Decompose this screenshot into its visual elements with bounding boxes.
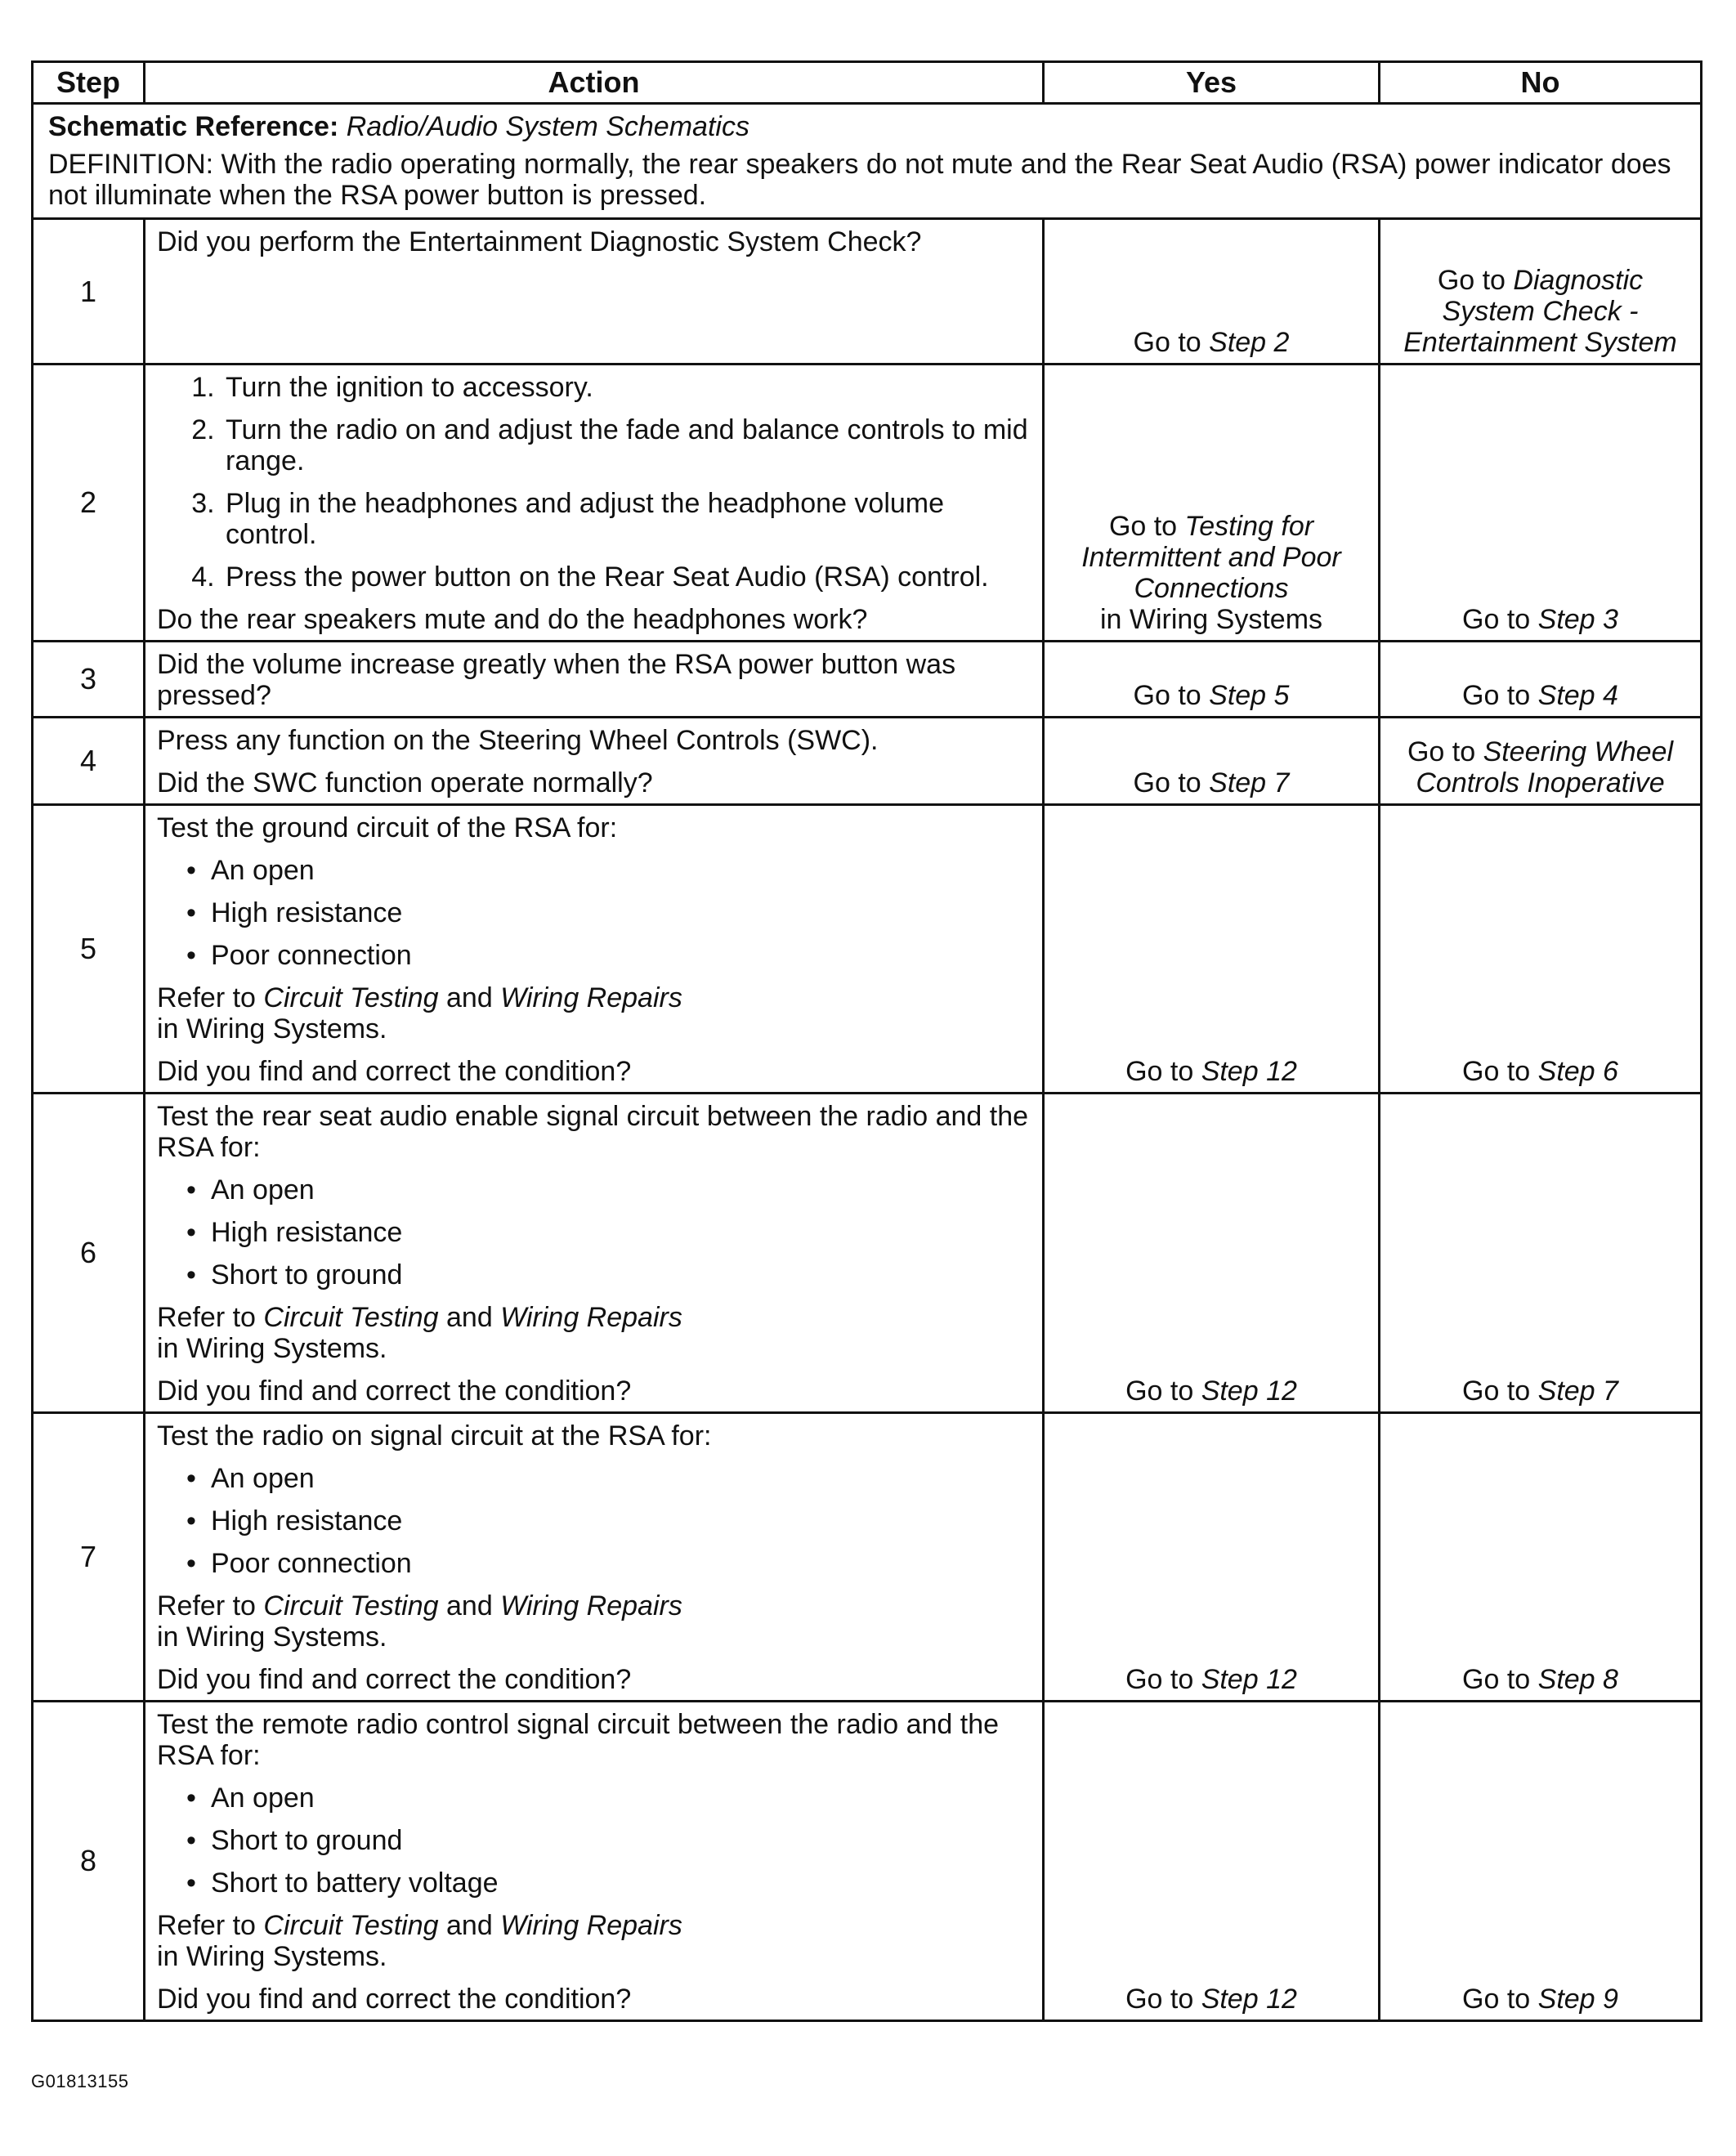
header-action: Action <box>145 62 1044 104</box>
step-number: 7 <box>33 1413 145 1702</box>
step-number: 8 <box>33 1702 145 2021</box>
no-prefix: Go to <box>1462 680 1538 711</box>
bullet-list <box>157 1463 1031 1579</box>
list-item: • An open <box>211 1463 1031 1494</box>
schematic-reference-link[interactable]: Radio/Audio System Schematics <box>346 111 749 142</box>
no-prefix: Go to <box>1462 604 1538 635</box>
refer-and: and <box>438 1302 501 1333</box>
no-link[interactable]: Step 8 <box>1537 1664 1618 1695</box>
step-intro: Test the radio on signal circuit at the RSA for: <box>157 1420 712 1451</box>
reference-cell <box>33 104 1702 219</box>
step-action <box>145 1702 1044 2021</box>
yes-link[interactable]: Step 12 <box>1201 1984 1297 2015</box>
step-question: Did you perform the Entertainment Diagnostic System Check? <box>157 226 922 257</box>
list-item: • Short to ground <box>211 1825 1031 1856</box>
wiring-repairs-link[interactable]: Wiring Repairs <box>500 1910 682 1941</box>
list-item: • High resistance <box>211 897 1031 928</box>
no-cell <box>1380 219 1702 365</box>
list-item: • Short to ground <box>211 1259 1031 1290</box>
yes-cell <box>1044 365 1380 642</box>
no-cell <box>1380 642 1702 718</box>
step-question: Did you find and correct the condition? <box>157 1664 632 1695</box>
no-cell <box>1380 718 1702 805</box>
list-item: • An open <box>211 855 1031 886</box>
step-action <box>145 1094 1044 1413</box>
step-number: 3 <box>33 642 145 718</box>
step-intro: Test the remote radio control signal circuit between the radio and the RSA for: <box>157 1709 1000 1771</box>
step-action <box>145 805 1044 1094</box>
list-item: 3. Plug in the headphones and adjust the headphone volume control. <box>222 488 1031 550</box>
header-step: Step <box>33 62 145 104</box>
step-number: 5 <box>33 805 145 1094</box>
schematic-reference <box>48 111 1689 142</box>
no-prefix: Go to <box>1407 736 1483 767</box>
yes-link[interactable]: Step 12 <box>1201 1664 1297 1695</box>
table-row <box>33 365 1702 642</box>
header-yes: Yes <box>1044 62 1380 104</box>
no-link[interactable]: Step 6 <box>1537 1056 1618 1087</box>
list-item: • Poor connection <box>211 1548 1031 1579</box>
yes-cell <box>1044 642 1380 718</box>
step-question: Did the SWC function operate normally? <box>157 767 653 798</box>
no-cell <box>1380 1094 1702 1413</box>
circuit-testing-link[interactable]: Circuit Testing <box>263 1302 439 1333</box>
definition-text: DEFINITION: With the radio operating normally, the rear speakers do not mute and the Rear Seat Audio (RSA) power indicator does not illuminate when the RSA power button is pressed. <box>48 149 1671 211</box>
table-row <box>33 718 1702 805</box>
no-link[interactable]: Steering Wheel Controls Inoperative <box>1416 736 1674 798</box>
diagnostic-table <box>31 60 1702 2022</box>
step-number: 1 <box>33 219 145 365</box>
table-row <box>33 805 1702 1094</box>
bullet-list <box>157 1174 1031 1290</box>
list-item: • An open <box>211 1783 1031 1814</box>
yes-prefix: Go to <box>1108 511 1185 542</box>
no-cell <box>1380 365 1702 642</box>
step-intro: Test the rear seat audio enable signal circuit between the radio and the RSA for: <box>157 1101 1029 1163</box>
yes-prefix: Go to <box>1133 680 1210 711</box>
refer-and: and <box>438 982 501 1013</box>
list-item: • Short to battery voltage <box>211 1867 1031 1899</box>
refer-text <box>157 1302 1031 1364</box>
yes-prefix: Go to <box>1125 1056 1201 1087</box>
yes-cell <box>1044 718 1380 805</box>
numbered-list <box>157 372 1031 593</box>
refer-and: and <box>438 1910 501 1941</box>
no-prefix: Go to <box>1462 1664 1538 1695</box>
no-prefix: Go to <box>1462 1984 1538 2015</box>
yes-prefix: Go to <box>1125 1375 1201 1407</box>
step-action <box>145 1413 1044 1702</box>
circuit-testing-link[interactable]: Circuit Testing <box>263 1590 439 1621</box>
refer-text <box>157 1910 1031 1972</box>
list-item: • An open <box>211 1174 1031 1205</box>
table-row <box>33 1413 1702 1702</box>
no-link[interactable]: Step 3 <box>1537 604 1618 635</box>
yes-prefix: Go to <box>1125 1664 1201 1695</box>
list-item: 4. Press the power button on the Rear Seat Audio (RSA) control. <box>222 561 1031 593</box>
header-no: No <box>1380 62 1702 104</box>
yes-link[interactable]: Step 5 <box>1209 680 1290 711</box>
yes-link[interactable]: Step 7 <box>1209 767 1290 798</box>
list-item: 1. Turn the ignition to accessory. <box>222 372 1031 403</box>
refer-prefix: Refer to <box>157 1302 264 1333</box>
step-action <box>145 365 1044 642</box>
step-question: Did the volume increase greatly when the RSA power button was pressed? <box>157 649 956 711</box>
table-row <box>33 642 1702 718</box>
no-prefix: Go to <box>1462 1056 1538 1087</box>
yes-link[interactable]: Step 2 <box>1209 327 1290 358</box>
yes-suffix: in Wiring Systems <box>1099 604 1323 635</box>
yes-cell <box>1044 1413 1380 1702</box>
table-row <box>33 219 1702 365</box>
figure-id: G01813155 <box>31 2071 129 2091</box>
no-link[interactable]: Step 4 <box>1537 680 1618 711</box>
list-item: • Poor connection <box>211 940 1031 971</box>
step-intro: Test the ground circuit of the RSA for: <box>157 812 618 843</box>
no-prefix: Go to <box>1437 265 1514 296</box>
list-item: • High resistance <box>211 1505 1031 1536</box>
circuit-testing-link[interactable]: Circuit Testing <box>263 1910 439 1941</box>
step-instruction: Press any function on the Steering Wheel Controls (SWC). <box>157 725 879 756</box>
header-row <box>33 62 1702 104</box>
no-cell <box>1380 1702 1702 2021</box>
refer-text <box>157 982 1031 1044</box>
no-link[interactable]: Step 9 <box>1537 1984 1618 2015</box>
yes-cell <box>1044 805 1380 1094</box>
wiring-repairs-link[interactable]: Wiring Repairs <box>500 1302 682 1333</box>
schematic-reference-label: Schematic Reference: <box>48 111 339 142</box>
step-number: 4 <box>33 718 145 805</box>
refer-tail: in Wiring Systems. <box>157 1621 387 1653</box>
bullet-list <box>157 1783 1031 1899</box>
yes-link[interactable]: Step 12 <box>1201 1056 1297 1087</box>
reference-row <box>33 104 1702 219</box>
yes-cell <box>1044 219 1380 365</box>
no-cell <box>1380 1413 1702 1702</box>
bullet-list <box>157 855 1031 971</box>
step-action <box>145 718 1044 805</box>
yes-prefix: Go to <box>1125 1984 1201 2015</box>
list-item: • High resistance <box>211 1217 1031 1248</box>
yes-cell <box>1044 1702 1380 2021</box>
refer-prefix: Refer to <box>157 1590 264 1621</box>
no-prefix: Go to <box>1462 1375 1538 1407</box>
table-row <box>33 1094 1702 1413</box>
step-number: 2 <box>33 365 145 642</box>
table-row <box>33 1702 1702 2021</box>
refer-prefix: Refer to <box>157 1910 264 1941</box>
no-link[interactable]: Diagnostic System Check - Entertainment System <box>1403 265 1677 358</box>
step-question: Did you find and correct the condition? <box>157 1984 632 2015</box>
no-link[interactable]: Step 7 <box>1537 1375 1618 1407</box>
yes-link[interactable]: Testing for Intermittent and Poor Connections <box>1081 511 1341 604</box>
step-number: 6 <box>33 1094 145 1413</box>
refer-and: and <box>438 1590 501 1621</box>
no-cell <box>1380 805 1702 1094</box>
yes-prefix: Go to <box>1133 767 1210 798</box>
circuit-testing-link[interactable]: Circuit Testing <box>263 982 439 1013</box>
yes-cell <box>1044 1094 1380 1413</box>
refer-tail: in Wiring Systems. <box>157 1333 387 1364</box>
refer-text <box>157 1590 1031 1653</box>
refer-prefix: Refer to <box>157 982 264 1013</box>
list-item: 2. Turn the radio on and adjust the fade and balance controls to mid range. <box>222 414 1031 476</box>
step-question: Do the rear speakers mute and do the headphones work? <box>157 604 868 635</box>
yes-prefix: Go to <box>1133 327 1210 358</box>
refer-tail: in Wiring Systems. <box>157 1013 387 1044</box>
refer-tail: in Wiring Systems. <box>157 1941 387 1972</box>
step-question: Did you find and correct the condition? <box>157 1375 632 1407</box>
wiring-repairs-link[interactable]: Wiring Repairs <box>500 1590 682 1621</box>
step-question: Did you find and correct the condition? <box>157 1056 632 1087</box>
step-action <box>145 219 1044 365</box>
step-action <box>145 642 1044 718</box>
yes-link[interactable]: Step 12 <box>1201 1375 1297 1407</box>
wiring-repairs-link[interactable]: Wiring Repairs <box>500 982 682 1013</box>
